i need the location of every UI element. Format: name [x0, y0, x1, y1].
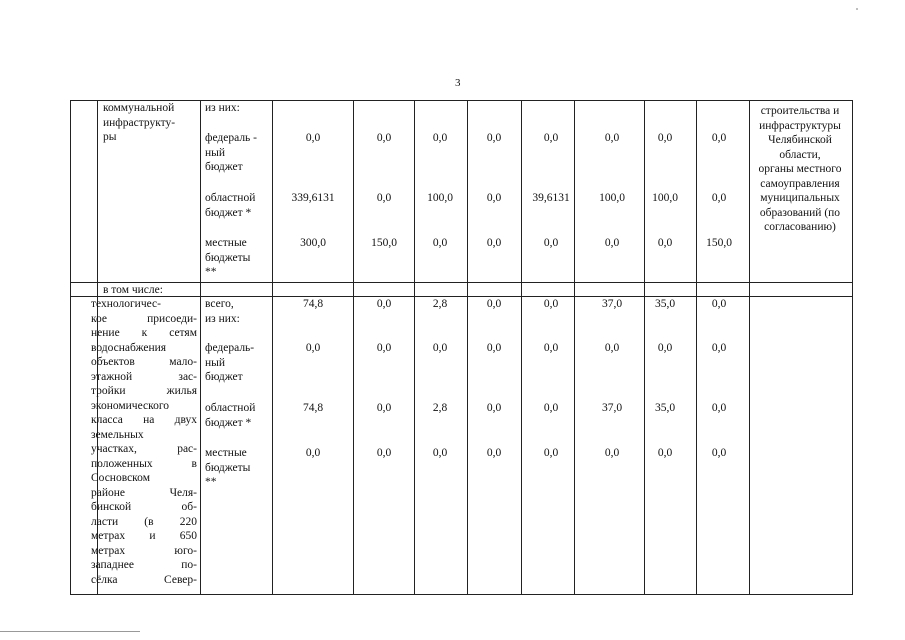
row1-local-v5: 0,0	[543, 237, 559, 249]
col-border	[70, 100, 71, 595]
row1-regional-v3: 100,0	[427, 192, 453, 204]
row2-local-v7: 0,0	[657, 447, 673, 459]
row2-total-v6: 37,0	[601, 298, 623, 310]
row1-local-v2: 150,0	[371, 237, 397, 249]
row1-regional-v7: 100,0	[652, 192, 678, 204]
row1-federal-v6: 0,0	[604, 132, 620, 144]
row2-federal-v2: 0,0	[376, 342, 392, 354]
row-border	[70, 594, 853, 595]
row1-federal-v4: 0,0	[486, 132, 502, 144]
row1-regional-v5: 39,6131	[532, 192, 570, 204]
row2-local-v8: 0,0	[711, 447, 727, 459]
row2-total-v4: 0,0	[486, 298, 502, 310]
row1-federal-v7: 0,0	[657, 132, 673, 144]
row2-local-v6: 0,0	[604, 447, 620, 459]
row1-source-header: из них:	[205, 102, 240, 114]
row1-local-v6: 0,0	[604, 237, 620, 249]
row2-total-total: 74,8	[302, 298, 324, 310]
row1-local-v8: 150,0	[706, 237, 732, 249]
row1-local-v7: 0,0	[657, 237, 673, 249]
row1-regional-v6: 100,0	[599, 192, 625, 204]
row1-responsible: строительства и инфраструктуры Челябинской области, органы местного самоуправления муниципальных образований (по согласованию)	[758, 105, 842, 233]
row1-regional-total: 339,6131	[291, 192, 335, 204]
row2-local-v5: 0,0	[543, 447, 559, 459]
page-number: 3	[455, 77, 461, 89]
row2-label-local: местные бюджеты **	[205, 447, 251, 488]
row2-federal-v5: 0,0	[543, 342, 559, 354]
row1-description: коммунальной инфраструкту- ры	[103, 102, 176, 143]
row1-federal-v5: 0,0	[543, 132, 559, 144]
row1-label-local: местные бюджеты **	[205, 237, 251, 278]
row2-regional-v7: 35,0	[654, 402, 676, 414]
row1-label-regional: областной бюджет *	[205, 192, 256, 219]
row1-label-federal: федераль - ный бюджет	[205, 132, 258, 173]
row2-local-v4: 0,0	[486, 447, 502, 459]
row2-regional-v6: 37,0	[601, 402, 623, 414]
row2-federal-total: 0,0	[305, 342, 321, 354]
row2-label-federal: федераль- ный бюджет	[205, 342, 255, 383]
row2-local-v2: 0,0	[376, 447, 392, 459]
scan-artifact-dot	[856, 8, 858, 10]
section-label: в том числе:	[103, 284, 163, 296]
row2-regional-total: 74,8	[302, 402, 324, 414]
col-border	[272, 100, 273, 595]
row1-local-total: 300,0	[300, 237, 326, 249]
row2-regional-v8: 0,0	[711, 402, 727, 414]
row1-federal-total: 0,0	[305, 132, 321, 144]
scan-artifact-line	[0, 631, 140, 632]
row2-total-v7: 35,0	[654, 298, 676, 310]
row2-total-v3: 2,8	[432, 298, 448, 310]
row1-federal-v3: 0,0	[432, 132, 448, 144]
row2-label-regional: областной бюджет *	[205, 402, 256, 429]
budget-table	[70, 100, 853, 595]
row1-regional-v4: 0,0	[486, 192, 502, 204]
row2-regional-v3: 2,8	[432, 402, 448, 414]
row2-regional-v4: 0,0	[486, 402, 502, 414]
row1-regional-v8: 0,0	[711, 192, 727, 204]
row-border	[70, 282, 853, 283]
row2-federal-v3: 0,0	[432, 342, 448, 354]
row2-federal-v8: 0,0	[711, 342, 727, 354]
row2-local-total: 0,0	[305, 447, 321, 459]
row1-federal-v8: 0,0	[711, 132, 727, 144]
row2-total-v5: 0,0	[543, 298, 559, 310]
row2-federal-v4: 0,0	[486, 342, 502, 354]
row2-regional-v2: 0,0	[376, 402, 392, 414]
row2-total-v2: 0,0	[376, 298, 392, 310]
row1-local-v4: 0,0	[486, 237, 502, 249]
row1-regional-v2: 0,0	[376, 192, 392, 204]
row1-local-v3: 0,0	[432, 237, 448, 249]
row2-total-v8: 0,0	[711, 298, 727, 310]
row2-label-total: всего, из них:	[205, 298, 240, 325]
row2-local-v3: 0,0	[432, 447, 448, 459]
row2-federal-v6: 0,0	[604, 342, 620, 354]
row2-regional-v5: 0,0	[543, 402, 559, 414]
row1-federal-v2: 0,0	[376, 132, 392, 144]
col-border	[200, 100, 201, 595]
row-border	[70, 100, 853, 101]
row2-description: технологичес- кое присоеди- нение к сетям водоснабжения объектов мало- этажной зас- тройки жилья экономического класса на двух земельных участках, рас- положенных в Сосновском районе Челя- бинской об- ласти (в 220 метрах и 650 метрах юго- западнее по- сёлка Север-	[91, 298, 197, 586]
row2-federal-v7: 0,0	[657, 342, 673, 354]
